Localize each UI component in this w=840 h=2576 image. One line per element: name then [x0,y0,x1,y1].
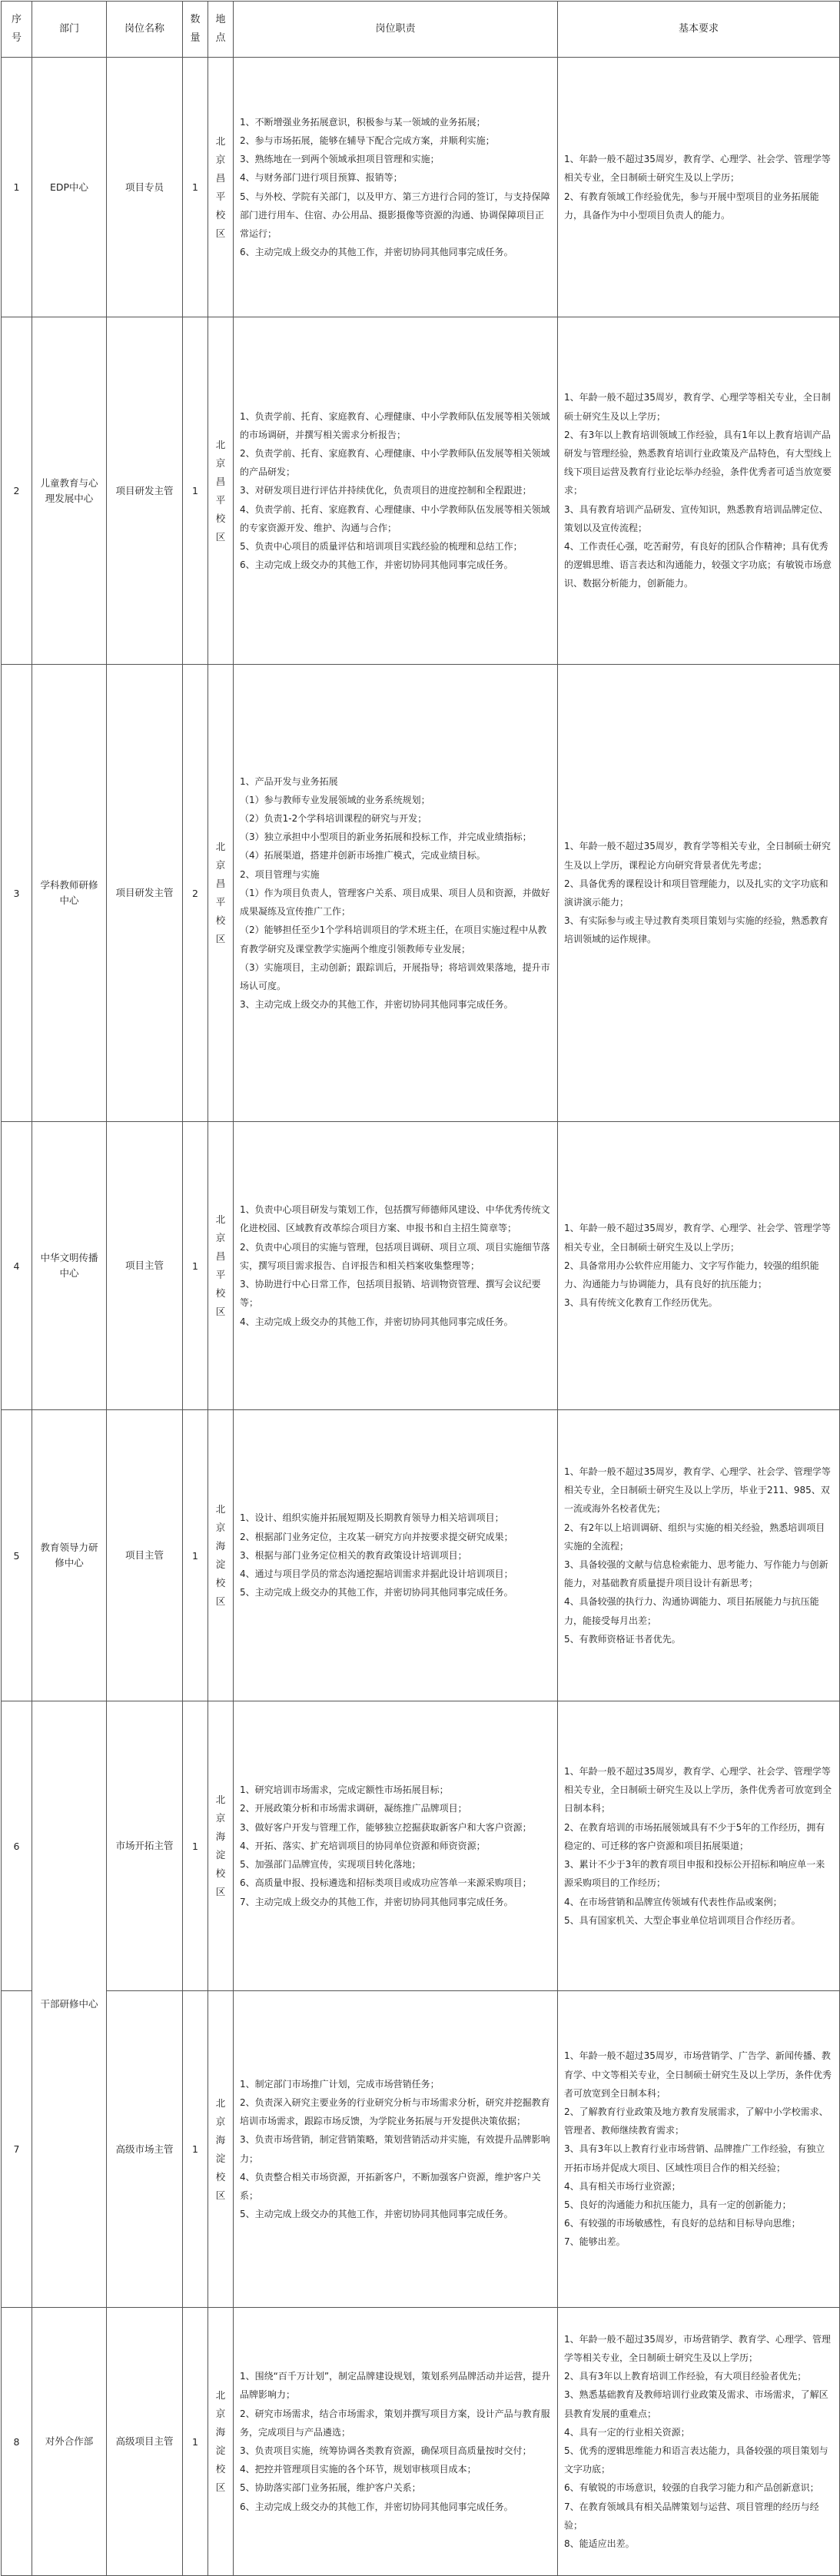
row-dept: 学科教师研修中心 [32,665,107,1122]
duty-item: 4、负责整合相关市场资源，开拓新客户，不断加强客户资源，维护客户关系； [240,2171,541,2201]
row-seq: 4 [2,1122,32,1410]
row-location [208,665,234,1122]
requirement-item: 2、具有3年以上教育培训工作经验，有大项目经验者优先； [564,2371,807,2382]
duty-item: （4）拓展渠道，搭建并创新市场推广模式，完成业绩目标。 [240,850,486,861]
row-requirements [558,2308,840,2576]
row-location-text: 北京海淀校区 [215,2096,226,2201]
job-table [1,1,840,2576]
row-location [208,1701,234,1991]
row-location-text: 北京昌平校区 [215,438,226,543]
requirement-item: 4、在市场营销和品牌宣传领域有代表性作品或案例； [564,1896,782,1907]
row-position: 市场开拓主管 [107,1701,183,1991]
requirement-item: 5、有教师资格证书者优先。 [564,1633,681,1645]
duty-item: 2、项目管理与实施 [240,868,320,880]
header-requirements: 基本要求 [558,2,840,58]
header-count: 数量 [183,2,208,58]
requirement-item: 3、熟悉基础教育及教师培训行业政策及需求、市场需求，了解区县教育发展的重难点； [564,2389,828,2419]
duty-item: 1、负责中心项目研发与策划工作，包括撰写师德师风建设、中华优秀传统文化进校园、区域教育改革综合项目方案、申报书和自主招生简章等； [240,1204,550,1234]
row-count: 2 [183,665,208,1122]
table-row [2,1122,840,1410]
row-requirements [558,1991,840,2308]
row-position: 项目研发主管 [107,317,183,665]
requirement-item: 2、具备常用办公软件应用能力、文字写作能力，较强的组织能力、沟通能力与协调能力，具有良好的抗压能力； [564,1260,819,1290]
table-row [2,317,840,665]
duty-item: 3、熟练地在一到两个领域承担项目管理和实施； [240,154,440,165]
requirement-item: 4、具有一定的行业相关资源； [564,2426,690,2438]
duty-item: 5、负责中心项目的质量评估和培训项目实践经验的梳理和总结工作； [240,541,523,552]
duty-item: 5、主动完成上级交办的其他工作，并密切协同其他同事完成任务。 [240,1587,513,1598]
requirement-item: 7、能够出差。 [564,2236,626,2248]
duty-item: 3、负责市场营销，制定营销策略，策划营销活动并实施，有效提升品牌影响力； [240,2134,550,2164]
duty-item: 1、负责学前、托育、家庭教育、心理健康、中小学教师队伍发展等相关领域的市场调研，并撰写相关需求分析报告； [240,410,550,440]
duty-item: 6、主动完成上级交办的其他工作，并密切协同其他同事完成任务。 [240,559,513,571]
row-position: 高级市场主管 [107,1991,183,2308]
duty-item: 2、负责学前、托育、家庭教育、心理健康、中小学教师队伍发展等相关领域的产品研发； [240,447,550,478]
requirement-item: 1、年龄一般不超过35周岁，教育学等相关专业，全日制硕士研究生及以上学历，课程论方向研究背景者优先考虑； [564,841,831,871]
duty-item: 4、负责学前、托育、家庭教育、心理健康、中小学教师队伍发展等相关领域的专家资源开发、维护、沟通与合作； [240,503,550,533]
requirement-item: 2、有2年以上培训调研、组织与实施的相关经验，熟悉培训项目实施的全流程； [564,1522,825,1552]
table-row [2,2308,840,2576]
requirement-item: 2、具备优秀的课程设计和项目管理能力，以及扎实的文字功底和演讲演示能力； [564,878,828,908]
duty-item: 1、产品开发与业务拓展 [240,775,338,787]
row-position: 项目专员 [107,58,183,317]
duty-item: 1、不断增强业务拓展意识，积极参与某一领域的业务拓展； [240,116,486,128]
requirement-item: 1、年龄一般不超过35周岁，市场营销学、教育学、心理学、管理学等相关专业，全日制硕士研究生及以上学历； [564,2333,831,2363]
duty-item: 4、把控并管理项目实施的各个环节，规划审核项目成本； [240,2464,476,2475]
requirement-item: 5、具有国家机关、大型企事业单位培训项目合作经历者。 [564,1914,801,1926]
row-position: 高级项目主管 [107,2308,183,2576]
duty-item: 5、加强部门品牌宣传，实现项目转化落地； [240,1859,421,1871]
row-dept: EDP中心 [32,58,107,317]
row-location [208,1122,234,1410]
row-location-text: 北京昌平校区 [215,841,226,944]
duty-item: （1）参与教师专业发展领域的业务系统规划； [240,794,430,805]
row-location [208,317,234,665]
requirement-item: 8、能适应出差。 [564,2538,635,2550]
duty-item: 2、参与市场拓展，能够在辅导下配合完成方案，并顺利实施； [240,134,495,146]
duty-item: （2）能够担任至少1个学科培训项目的学术班主任，在项目实施过程中从教育教学研究及课堂教学实施两个维度引领教师专业发展； [240,925,547,954]
requirement-item: 1、年龄一般不超过35周岁，教育学、心理学、社会学、管理学等相关专业，全日制硕士研究生及以上学历； [564,1223,831,1253]
duty-item: 5、协助落实部门业务拓展，维护客户关系； [240,2482,421,2494]
row-requirements [558,58,840,317]
duty-item: （3）实施项目，主动创新；跟踪训后，开展指导；将培训效果落地，提升市场认可度。 [240,961,550,991]
duty-item: 1、围绕“百千万计划”，制定品牌建设规划，策划系列品牌活动并运营，提升品牌影响力； [240,2371,551,2401]
duty-item: 3、协助进行中心日常工作，包括项目报销、培训物资管理、撰写会议纪要等； [240,1279,541,1309]
row-location [208,1410,234,1701]
requirement-item: 1、年龄一般不超过35周岁，教育学、心理学、社会学、管理学等相关专业，全日制硕士研究生及以上学历，毕业于211、985、双一流或海外名校者优先； [564,1466,831,1515]
row-location-text: 北京昌平校区 [215,134,226,239]
row-location-text: 北京海淀校区 [215,2389,226,2493]
row-location-text: 北京海淀校区 [215,1503,226,1607]
duty-item: 1、制定部门市场推广计划，完成市场营销任务； [240,2078,440,2090]
row-count: 1 [183,1991,208,2308]
row-dept: 对外合作部 [32,2308,107,2576]
requirement-item: 7、在教育领域具有相关品牌策划与运营、项目管理的经历与经验； [564,2501,819,2531]
duty-item: 3、主动完成上级交办的其他工作，并密切协同其他同事完成任务。 [240,999,513,1011]
duty-item: 5、与外校、学院有关部门，以及甲方、第三方进行合同的签订，与支持保障部门进行用车、住宿、办公用品、摄影摄像等资源的沟通、协调保障项目正常运行； [240,191,550,239]
row-requirements [558,1122,840,1410]
row-seq: 6 [2,1701,32,1991]
requirement-item: 4、具备较强的执行力、沟通协调能力、项目拓展能力与抗压能力，能接受每月出差； [564,1596,819,1626]
row-count: 1 [183,1410,208,1701]
header-duties: 岗位职责 [234,2,558,58]
requirement-item: 6、有较强的市场敏感性，有良好的总结和目标导向思维； [564,2218,801,2229]
table-row [2,1410,840,1701]
requirement-item: 2、了解教育行业政策及地方教育发展需求，了解中小学校需求、管理者、教师继续教育需求； [564,2106,828,2136]
row-position: 项目主管 [107,1410,183,1701]
requirement-item: 2、有教育领域工作经验优先，参与开展中型项目的业务拓展能力，具备作为中小型项目负责人的能力。 [564,191,819,221]
row-seq: 8 [2,2308,32,2576]
duty-item: 3、对研发项目进行评估并持续优化，负责项目的进度控制和全程跟进； [240,485,532,496]
row-duties [234,665,558,1122]
duty-item: 1、研究培训市场需求，完成定额性市场拓展目标； [240,1784,449,1796]
row-count: 1 [183,58,208,317]
row-location [208,58,234,317]
row-requirements [558,1410,840,1701]
table-row [2,665,840,1122]
duty-item: 2、负责中心项目的实施与管理，包括项目调研、项目立项、项目实施细节落实，撰写项目需求报告、自评报告和相关档案收集整理等； [240,1241,550,1271]
row-dept: 干部研修中心 [32,1701,107,2308]
duty-item: 4、主动完成上级交办的其他工作，并密切协同其他同事完成任务。 [240,1316,513,1327]
requirement-item: 1、年龄一般不超过35周岁，教育学、心理学、社会学、管理学等相关专业，全日制硕士研究生及以上学历； [564,154,831,184]
row-duties [234,1991,558,2308]
row-seq: 7 [2,1991,32,2308]
row-location [208,1991,234,2308]
duty-item: （1）作为项目负责人，管理客户关系、项目成果、项目人员和资源，并做好成果凝练及宣传推广工作； [240,887,550,918]
duty-item: 3、负责项目实施，统筹协调各类教育资源，确保项目高质量按时交付； [240,2445,532,2456]
requirement-item: 3、具有传统文化教育工作经历优先。 [564,1297,718,1309]
duty-item: 6、主动完成上级交办的其他工作，并密切协同其他同事完成任务。 [240,247,513,258]
row-location [208,2308,234,2576]
requirement-item: 1、年龄一般不超过35周岁，市场营销学、广告学、新闻传播、教育学、中文等相关专业，全日制硕士研究生及以上学历，条件优秀者可放宽到全日制本科； [564,2050,832,2099]
header-position: 岗位名称 [107,2,183,58]
row-location-text: 北京昌平校区 [215,1213,226,1317]
duty-item: 1、设计、组织实施并拓展短期及长期教育领导力相关培训项目； [240,1512,504,1524]
row-location-text: 北京海淀校区 [215,1794,226,1897]
requirement-item: 3、具有教育培训产品研发、宣传知识，熟悉教育培训品牌定位、策划以及宣传流程； [564,503,828,533]
duty-item: 2、研究市场需求，结合市场需求，策划并撰写项目方案，设计产品与教育服务，完成项目与产品遴选； [240,2408,550,2438]
requirement-item: 3、具备较强的文献与信息检索能力、思考能力、写作能力与创新能力，对基础教育质量提升项目设计有新思考； [564,1559,828,1589]
header-location: 地点 [208,2,234,58]
row-dept: 中华文明传播中心 [32,1122,107,1410]
header-seq: 序号 [2,2,32,58]
requirement-item: 3、累计不少于3年的教育项目申报和投标公开招标和响应单一来源采购项目的工作经历； [564,1859,825,1889]
table-header-row [2,2,840,58]
requirement-item: 3、有实际参与或主导过教育类项目策划与实施的经验，熟悉教育培训领域的运作规律。 [564,915,828,945]
duty-item: 7、主动完成上级交办的其他工作，并密切协同其他同事完成任务。 [240,1896,513,1907]
duty-item: 4、通过与项目学员的常态沟通挖掘培训需求并据此设计培训项目； [240,1569,513,1580]
row-requirements [558,1701,840,1991]
duty-item: 4、与财务部门进行项目预算、报销等； [240,172,403,184]
requirement-item: 2、在教育培训的市场拓展领域具有不少于5年的工作经历，拥有稳定的、可迁移的客户资源和项目拓展渠道； [564,1821,825,1851]
table-row [2,1991,840,2308]
requirement-item: 2、有3年以上教育培训领域工作经验，具有1年以上教育培训产品研发与管理经验，熟悉教育培训行业政策及产品特色，有大型线上线下项目运营及教育行业论坛举办经验，条件优秀者可适当放宽要求； [564,429,832,496]
row-seq: 3 [2,665,32,1122]
row-seq: 1 [2,58,32,317]
row-count: 1 [183,1122,208,1410]
duty-item: 2、根据部门业务定位，主攻某一研究方向并按要求提交研究成果； [240,1531,513,1542]
duty-item: 6、高质量申报、投标遴选和招标类项目或成功应答单一来源采购项目； [240,1877,532,1889]
row-position: 项目研发主管 [107,665,183,1122]
row-requirements [558,317,840,665]
table-row [2,1701,840,1991]
row-seq: 5 [2,1410,32,1701]
header-dept: 部门 [32,2,107,58]
row-position: 项目主管 [107,1122,183,1410]
requirement-item: 1、年龄一般不超过35周岁，教育学、心理学等相关专业，全日制硕士研究生及以上学历； [564,392,831,422]
duty-item: （2）负责1-2个学科培训课程的研究与开发； [240,813,427,825]
requirement-item: 4、工作责任心强，吃苦耐劳，有良好的团队合作精神；具有优秀的逻辑思维、语言表达和沟通能力，较强文字功底；有敏锐市场意识、数据分析能力，创新能力。 [564,541,832,589]
row-requirements [558,665,840,1122]
row-seq: 2 [2,317,32,665]
row-duties [234,1122,558,1410]
requirement-item: 4、具有相关市场行业资源； [564,2180,681,2192]
row-dept: 儿童教育与心理发展中心 [32,317,107,665]
requirement-item: 5、优秀的逻辑思维能力和语言表达能力，具备较强的项目策划与文字功底； [564,2445,828,2475]
row-duties [234,1701,558,1991]
table-row [2,58,840,317]
row-count: 1 [183,317,208,665]
requirement-item: 6、有敏锐的市场意识，较强的自我学习能力和产品创新意识； [564,2482,819,2494]
duty-item: 3、根据与部门业务定位相关的教育政策设计培训项目； [240,1549,467,1561]
row-dept: 教育领导力研修中心 [32,1410,107,1701]
duty-item: 5、主动完成上级交办的其他工作，并密切协同其他同事完成任务。 [240,2209,513,2220]
duty-item: 2、开展政策分析和市场需求调研，凝练推广品牌项目； [240,1803,467,1814]
row-duties [234,317,558,665]
duty-item: 6、主动完成上级交办的其他工作，并密切协同其他同事完成任务。 [240,2501,513,2512]
duty-item: 2、负责深入研究主要业务的行业研究分析与市场需求分析，研究并挖掘教育培训市场需求，跟踪市场反馈，为学院业务拓展与开发提供决策依据； [240,2096,550,2127]
requirement-item: 1、年龄一般不超过35周岁，教育学、心理学、社会学、管理学等相关专业，全日制硕士研究生及以上学历，条件优秀者可放宽到全日制本科； [564,1766,832,1814]
duty-item: （3）独立承担中小型项目的新业务拓展和投标工作，并完成业绩指标； [240,832,532,843]
row-count: 1 [183,2308,208,2576]
requirement-item: 5、良好的沟通能力和抗压能力，具有一定的创新能力； [564,2199,792,2210]
duty-item: 3、做好客户开发与管理工作，能够独立挖掘获取新客户和大客户资源； [240,1821,532,1833]
requirement-item: 3、具有3年以上教育行业市场营销、品牌推广工作经验，有独立开拓市场并促成大项目、区域性项目合作的相关经验； [564,2143,825,2173]
row-duties [234,58,558,317]
row-duties [234,1410,558,1701]
row-duties [234,2308,558,2576]
duty-item: 4、开拓、落实、扩充培训项目的协同单位资源和师资资源； [240,1840,486,1851]
row-count: 1 [183,1701,208,1991]
